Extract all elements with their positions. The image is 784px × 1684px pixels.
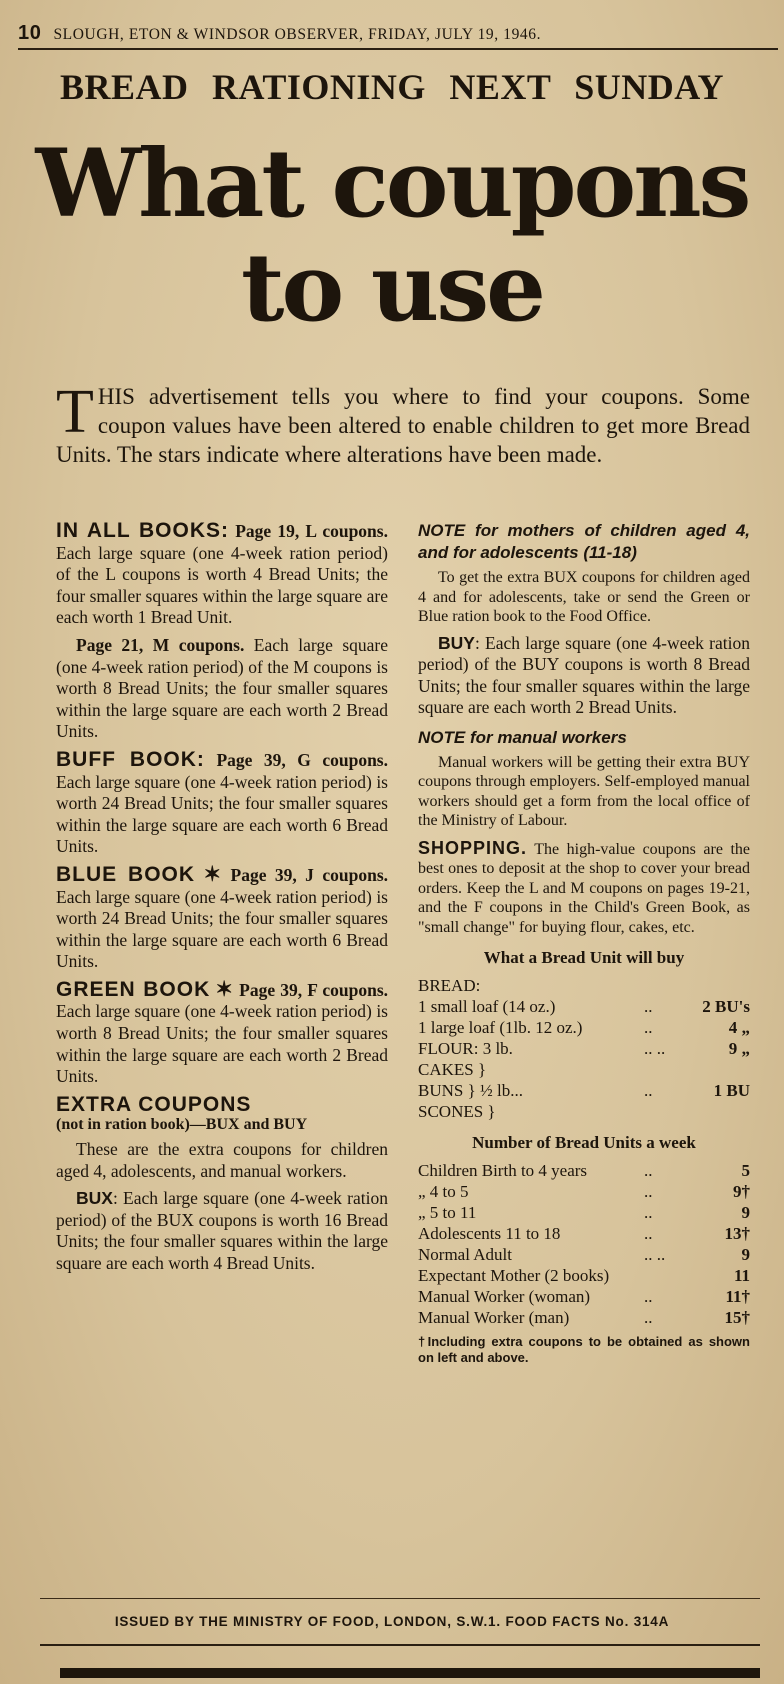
left-column (56, 520, 388, 1281)
green-book-section (56, 979, 388, 1088)
bux-section (56, 1188, 388, 1274)
green-book-text: Each large square (one 4-week ration period) is worth 8 Bread Units; the four smaller squares within the large square are each worth 2 Bread Units. (56, 1001, 388, 1087)
blue-book-heading: BLUE BOOK (56, 862, 196, 886)
bread-unit-table-title: What a Bread Unit will buy (483, 948, 685, 968)
table-cell-val: 11 (733, 1265, 750, 1285)
table-cell-dots: .. (644, 1223, 653, 1243)
blue-book-lead: Page 39, J coupons. (230, 864, 388, 885)
footer-rule-top (40, 1598, 760, 1599)
headline-line-2: to use (241, 233, 543, 343)
table-cell-dots: .. .. (644, 1038, 666, 1058)
table-cell-item: SCONES } (418, 1101, 496, 1121)
table-cell-item: BREAD: (418, 975, 481, 995)
table-cell-dots: .. (644, 996, 653, 1016)
buy-heading: BUY (438, 632, 475, 653)
table-cell-item: „ 4 to 5 (418, 1181, 469, 1201)
table-cell-val: 5 (741, 1160, 750, 1180)
table-row (418, 975, 750, 996)
all-books-lead: Page 19, L coupons. (235, 521, 388, 541)
headline-line-1: What coupons (35, 129, 749, 239)
table-row (418, 1202, 750, 1223)
table-cell-dots (644, 1265, 688, 1286)
buff-book-text: Each large square (one 4-week ration period) is worth 24 Bread Units; the four smaller squares within the large square are each worth 6 Bread Units. (56, 771, 388, 857)
shopping-heading: SHOPPING. (418, 837, 528, 858)
green-book-lead: Page 39, F coupons. (239, 979, 389, 1000)
weekly-units-table (418, 1160, 750, 1328)
bread-unit-table (418, 975, 750, 1122)
table-row (418, 1017, 750, 1038)
extra-coupons-text: These are the extra coupons for children aged 4, adolescents, and manual workers. (56, 1138, 388, 1181)
m-coupons-text: Each large square (one 4-week ration period) of the M coupons is worth 8 Bread Units; the four smaller squares within the large square are each worth 2 Bread Units. (56, 634, 388, 742)
table-row (418, 1244, 750, 1265)
blue-book-text: Each large square (one 4-week ration period) is worth 24 Bread Units; the four smaller squares within the large square are each worth 6 Bread Units. (56, 886, 388, 972)
table-cell-val: 2 BU's (702, 996, 750, 1016)
table-row (418, 996, 750, 1017)
blue-book-section (56, 864, 388, 973)
buff-book-heading: BUFF BOOK: (56, 747, 205, 771)
bottom-bar (60, 1668, 760, 1678)
table-cell-item: BUNS } ½ lb... (418, 1080, 523, 1100)
table-cell-val (688, 1101, 750, 1122)
table-cell-val: 9 (741, 1244, 750, 1264)
note-mothers-heading: NOTE for mothers of children aged 4, and for adolescents (11-18) (418, 521, 750, 562)
table-row (418, 1101, 750, 1122)
extra-coupons-heading: EXTRA COUPONS (56, 1092, 252, 1116)
table-cell-val (688, 1059, 750, 1080)
table-cell-item: Normal Adult (418, 1244, 512, 1264)
table-cell-val: 13† (724, 1223, 750, 1243)
table-cell-dots (644, 975, 688, 996)
table-cell-item: Adolescents 11 to 18 (418, 1223, 561, 1243)
all-books-heading: IN ALL BOOKS: (56, 519, 229, 542)
table-cell-val: 9 (741, 1202, 750, 1222)
buff-book-section (56, 749, 388, 858)
table-cell-dots: .. (644, 1307, 653, 1327)
table-cell-item: 1 small loaf (14 oz.) (418, 996, 556, 1016)
headline (0, 129, 784, 343)
page-number: 10 (18, 22, 42, 44)
table-cell-val: 15† (724, 1307, 750, 1327)
table-cell-dots: .. .. (644, 1244, 666, 1264)
table-cell-item: Children Birth to 4 years (418, 1160, 588, 1180)
note-mothers-text: To get the extra BUX coupons for children aged 4 and for adolescents, take or send the Green or Blue ration book to the Food Office. (418, 569, 750, 625)
masthead-rule (18, 48, 778, 50)
footer-credit: ISSUED BY THE MINISTRY OF FOOD, LONDON, S.W.1. FOOD FACTS No. 314A (114, 1614, 670, 1629)
kicker-heading: BREAD RATIONING NEXT SUNDAY (60, 67, 724, 107)
table-cell-item: Expectant Mother (2 books) (418, 1265, 610, 1285)
table-cell-dots (644, 1059, 688, 1080)
table-cell-dots: .. (644, 1080, 653, 1100)
note-workers-heading: NOTE for manual workers (418, 727, 627, 747)
table-row (418, 1286, 750, 1307)
table-cell-val: 4 „ (728, 1017, 750, 1037)
table-cell-item: CAKES } (418, 1059, 487, 1079)
shopping-section (418, 839, 750, 938)
table-cell-dots (644, 1101, 688, 1122)
table-cell-dots: .. (644, 1017, 653, 1037)
weekly-units-table-title: Number of Bread Units a week (472, 1132, 696, 1152)
table-row (418, 1059, 750, 1080)
table-row (418, 1080, 750, 1101)
extra-coupons-subheading: (not in ration book)—BUX and BUY (56, 1116, 308, 1134)
intro-paragraph (56, 378, 750, 469)
star-icon: ✶ (215, 977, 234, 1001)
table-row (418, 1160, 750, 1181)
masthead-text: SLOUGH, ETON & WINDSOR OBSERVER, FRIDAY, JULY 19, 1946. (53, 26, 542, 43)
drop-cap: T (56, 378, 94, 446)
table-cell-dots: .. (644, 1181, 653, 1201)
bux-text: : Each large square (one 4-week ration period) of the BUX coupons is worth 16 Bread Units; the four smaller squares within the large square are each worth 4 Bread Units. (56, 1188, 388, 1273)
intro-text: HIS advertisement tells you where to find your coupons. Some coupon values have been altered to enable children to get more Bread Units. The stars indicate where alterations have been made. (56, 384, 750, 467)
table-cell-val: 11† (725, 1286, 750, 1306)
table-cell-item: FLOUR: 3 lb. (418, 1038, 513, 1058)
right-column (418, 520, 750, 1372)
footer-rule (40, 1644, 760, 1646)
shopping-text: The high-value coupons are the best ones to deposit at the shop to cover your bread orders. Keep the L and M coupons on pages 19-21, and the F coupons in the Child's Green Book, as "small change" for buying flour, cakes, etc. (418, 840, 751, 936)
all-books-text: Each large square (one 4-week ration period) of the L coupons is worth 4 Bread Units; the four smaller squares within the large square are each worth 1 Bread Unit. (56, 542, 388, 628)
table-cell-dots: .. (644, 1202, 653, 1222)
buy-text: : Each large square (one 4-week ration period) of the BUY coupons is worth 8 Bread Units; the four smaller squares within the large square are each worth 2 Bread Units. (418, 632, 750, 718)
buy-section (418, 633, 750, 719)
table-cell-val: 9† (733, 1181, 750, 1201)
table-cell-item: „ 5 to 11 (418, 1202, 477, 1222)
footnote: †Including extra coupons to be obtained as shown on left and above. (418, 1333, 750, 1365)
bux-heading: BUX (76, 1188, 113, 1209)
table-row (418, 1038, 750, 1059)
table-cell-dots: .. (644, 1160, 653, 1180)
table-cell-val: 1 BU (713, 1080, 750, 1100)
note-workers-text: Manual workers will be getting their extra BUY coupons through employers. Self-employed manual workers should get a form from the local office of the Ministry of Labour. (418, 753, 750, 830)
m-coupons-lead: Page 21, M coupons. (76, 634, 245, 655)
all-books-section (56, 520, 388, 629)
table-cell-val (688, 975, 750, 996)
masthead (18, 22, 778, 50)
green-book-heading: GREEN BOOK (56, 977, 211, 1001)
table-cell-item: Manual Worker (woman) (418, 1286, 591, 1306)
table-row (418, 1265, 750, 1286)
table-cell-dots: .. (644, 1286, 653, 1306)
table-row (418, 1307, 750, 1328)
table-row (418, 1181, 750, 1202)
m-coupons-section (56, 635, 388, 743)
table-row (418, 1223, 750, 1244)
table-cell-item: Manual Worker (man) (418, 1307, 570, 1327)
buff-book-lead: Page 39, G coupons. (216, 749, 388, 770)
star-icon: ✶ (203, 862, 223, 886)
table-cell-item: 1 large loaf (1lb. 12 oz.) (418, 1017, 583, 1037)
table-cell-val: 9 „ (728, 1038, 750, 1058)
